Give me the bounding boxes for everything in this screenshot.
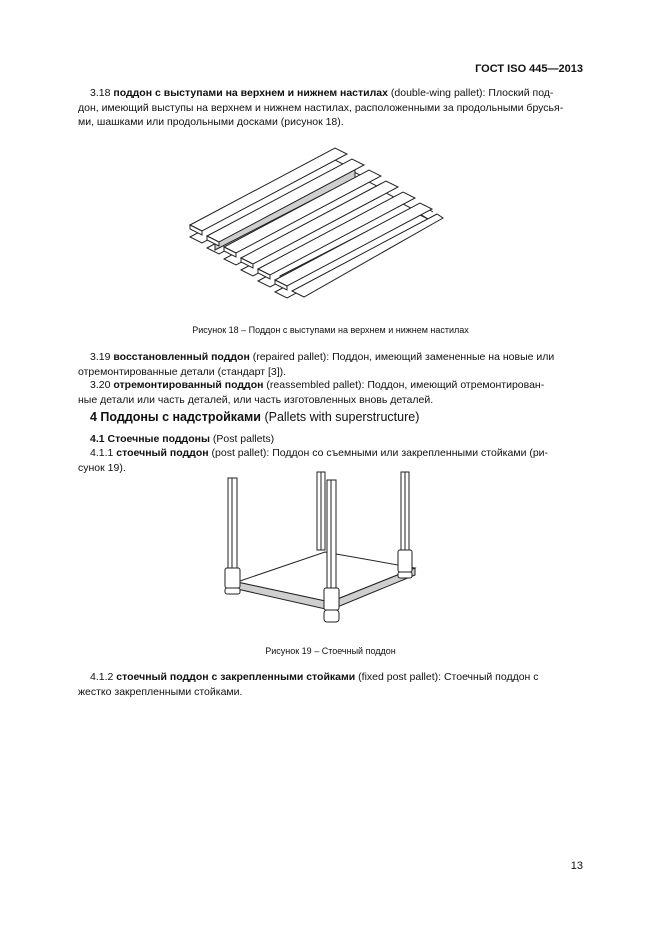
subsection-title-english: (Post pallets) (212, 433, 275, 445)
definition-line: сунок 19). (78, 461, 126, 474)
term-english: (double-wing pallet): (390, 87, 486, 99)
definition-line: дон, имеющий выступы на верхнем и нижнем настилах, расположенными за продольными брусья- (78, 101, 564, 114)
standard-header: ГОСТ ISO 445—2013 (475, 63, 583, 75)
definition-text: Поддон со съемными или закрепленными стойками (ри- (272, 447, 549, 459)
figure-18-double-wing-pallet (185, 140, 445, 310)
figure-19-caption: Рисунок 19 – Стоечный поддон (265, 646, 396, 656)
definition-text: Поддон, имеющий отремонтирован- (367, 379, 545, 391)
subsection-4-1-heading (90, 432, 274, 447)
figure-18-caption: Рисунок 18 – Поддон с выступами на верхнем и нижнем настилах (192, 325, 469, 335)
clause-3-18 (78, 86, 583, 130)
clause-number: 3.18 (90, 87, 111, 99)
term-english: (reassembled pallet): (266, 379, 365, 391)
definition-text: Поддон, имеющий замененные на новые или (332, 351, 555, 363)
section-title-english: (Pallets with superstructure) (264, 410, 420, 424)
section-4-heading (90, 410, 419, 424)
clause-3-19 (78, 350, 583, 379)
section-title: 4 Поддоны с надстройками (90, 410, 261, 424)
term-english: (post pallet): (211, 447, 270, 459)
clause-number: 3.20 (90, 379, 111, 391)
term: стоечный поддон (116, 447, 209, 459)
figure-19-post-pallet (215, 470, 425, 635)
definition-line: ные детали или часть деталей, или часть изготовленных вновь деталей. (78, 393, 434, 406)
term: отремонтированный поддон (113, 379, 264, 391)
clause-number: 3.19 (90, 351, 111, 363)
clause-3-20 (78, 378, 583, 407)
definition-line: отремонтированные детали (стандарт [3]). (78, 365, 287, 378)
definition-line: ми, шашками или продольными досками (рисунок 18). (78, 116, 344, 128)
subsection-title: 4.1 Стоечные поддоны (90, 433, 210, 445)
term-english: (repaired pallet): (252, 351, 330, 363)
definition-text: Стоечный поддон с (443, 671, 539, 683)
clause-4-1-2 (78, 670, 583, 699)
page-number: 13 (570, 860, 583, 872)
term-english: (fixed post pallet): (358, 671, 442, 683)
definition-line: жестко закрепленными стойками. (78, 685, 243, 698)
term: поддон с выступами на верхнем и нижнем настилах (113, 87, 388, 99)
definition-text: Плоский под- (488, 87, 554, 99)
term: стоечный поддон с закрепленными стойками (116, 671, 356, 683)
clause-number: 4.1.2 (90, 671, 114, 683)
clause-number: 4.1.1 (90, 447, 114, 459)
term: восстановленный поддон (113, 351, 250, 363)
